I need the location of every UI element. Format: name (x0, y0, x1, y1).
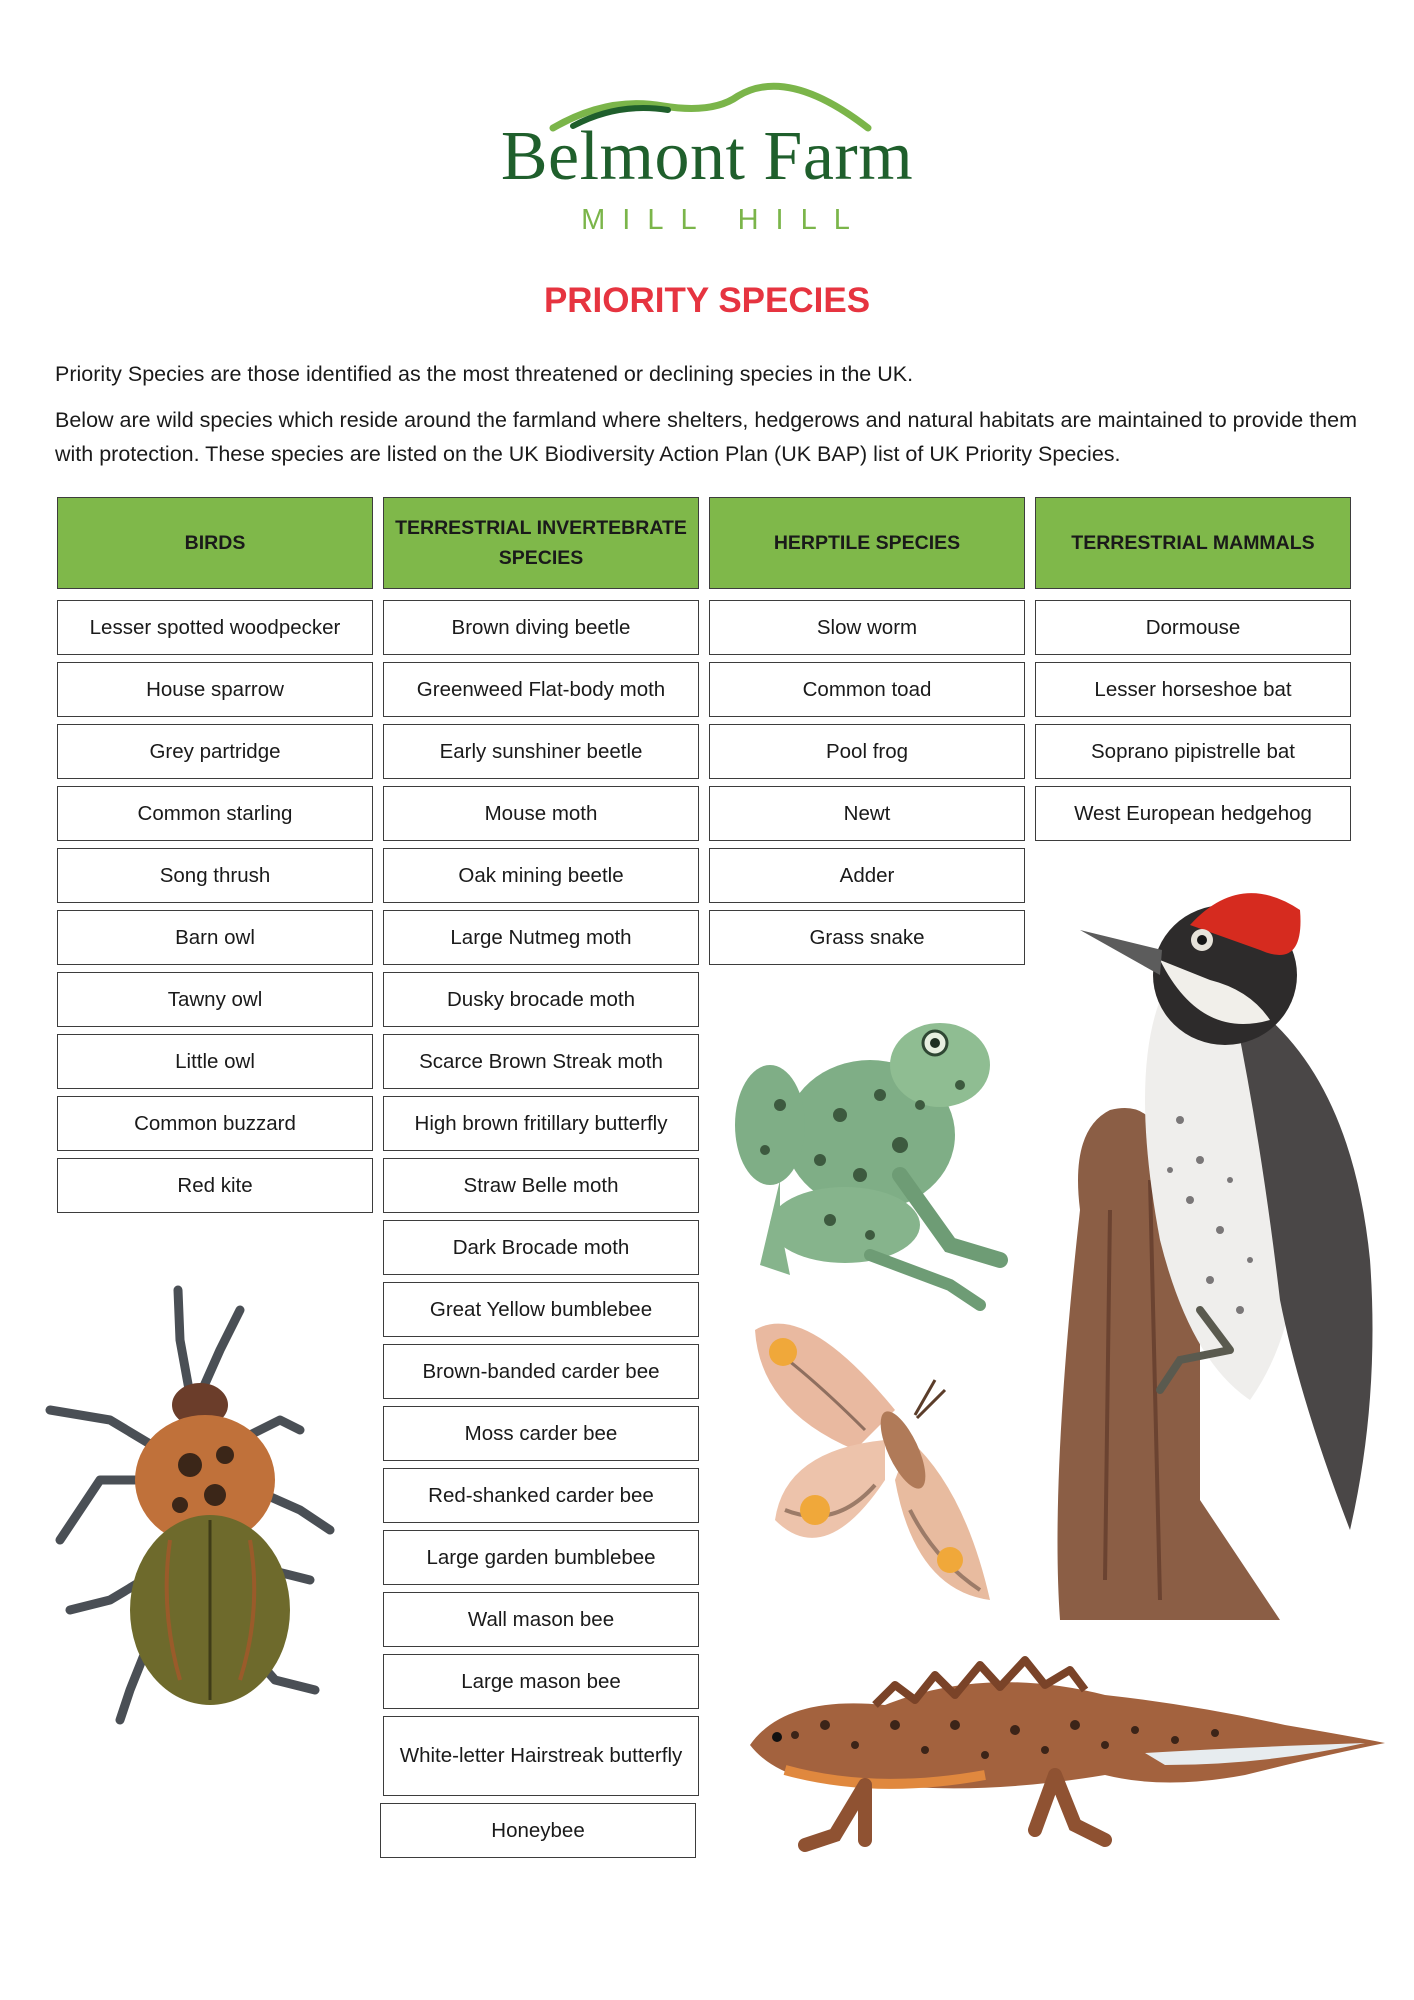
column-header-birds: BIRDS (57, 497, 373, 589)
intro-paragraph-2: Below are wild species which reside around the farmland where shelters, hedgerows and natural habitats are maintained to provide them with protection. These species are listed on the UK Biodiversity Action Plan (UK BAP) list of UK Priority Species. (55, 408, 1357, 466)
bird-cell: Song thrush (57, 848, 373, 903)
invertebrate-cell: Honeybee (380, 1803, 696, 1858)
logo-title: Belmont Farm (500, 118, 914, 195)
invertebrate-cell: Dark Brocade moth (383, 1220, 699, 1275)
invertebrate-cell: Straw Belle moth (383, 1158, 699, 1213)
woodpecker-illustration (1050, 880, 1395, 1620)
invertebrate-cell: Moss carder bee (383, 1406, 699, 1461)
herptile-cell: Pool frog (709, 724, 1025, 779)
invertebrate-cell: Greenweed Flat-body moth (383, 662, 699, 717)
herptile-cell: Grass snake (709, 910, 1025, 965)
frog-illustration (720, 985, 1020, 1315)
herptile-cell: Slow worm (709, 600, 1025, 655)
bird-cell: House sparrow (57, 662, 373, 717)
mammal-cell: Soprano pipistrelle bat (1035, 724, 1351, 779)
bird-cell: Common starling (57, 786, 373, 841)
invertebrate-cell: High brown fritillary butterfly (383, 1096, 699, 1151)
bird-cell: Little owl (57, 1034, 373, 1089)
column-header-mammals: TERRESTRIAL MAMMALS (1035, 497, 1351, 589)
invertebrate-cell: Oak mining beetle (383, 848, 699, 903)
bird-cell: Common buzzard (57, 1096, 373, 1151)
invertebrate-cell: Brown-banded carder bee (383, 1344, 699, 1399)
logo-subtitle: MILL HILL (581, 204, 867, 236)
invertebrate-cell: Large mason bee (383, 1654, 699, 1709)
invertebrate-cell: Great Yellow bumblebee (383, 1282, 699, 1337)
invertebrate-cell: White-letter Hairstreak butterfly (383, 1716, 699, 1796)
herptile-cell: Common toad (709, 662, 1025, 717)
beetle-illustration (40, 1280, 340, 1750)
invertebrate-cell: Dusky brocade moth (383, 972, 699, 1027)
invertebrate-cell: Early sunshiner beetle (383, 724, 699, 779)
invertebrate-cell: Large garden bumblebee (383, 1530, 699, 1585)
mammal-cell: Dormouse (1035, 600, 1351, 655)
herptile-cell: Adder (709, 848, 1025, 903)
bird-cell: Grey partridge (57, 724, 373, 779)
invertebrate-cell: Wall mason bee (383, 1592, 699, 1647)
invertebrate-cell: Scarce Brown Streak moth (383, 1034, 699, 1089)
herptile-cell: Newt (709, 786, 1025, 841)
mammal-cell: West European hedgehog (1035, 786, 1351, 841)
bird-cell: Red kite (57, 1158, 373, 1213)
moth-illustration (745, 1310, 1000, 1610)
mammal-cell: Lesser horseshoe bat (1035, 662, 1351, 717)
column-header-herptiles: HERPTILE SPECIES (709, 497, 1025, 589)
invertebrate-cell: Mouse moth (383, 786, 699, 841)
newt-illustration (725, 1625, 1390, 1855)
bird-cell: Barn owl (57, 910, 373, 965)
page-title: PRIORITY SPECIES (543, 281, 871, 320)
intro-paragraph-1: Priority Species are those identified as the most threatened or declining species in the UK. (55, 362, 914, 386)
bird-cell: Tawny owl (57, 972, 373, 1027)
invertebrate-cell: Red-shanked carder bee (383, 1468, 699, 1523)
invertebrate-cell: Large Nutmeg moth (383, 910, 699, 965)
invertebrate-cell: Brown diving beetle (383, 600, 699, 655)
column-header-invertebrates: TERRESTRIAL INVERTEBRATE SPECIES (383, 497, 699, 589)
bird-cell: Lesser spotted woodpecker (57, 600, 373, 655)
